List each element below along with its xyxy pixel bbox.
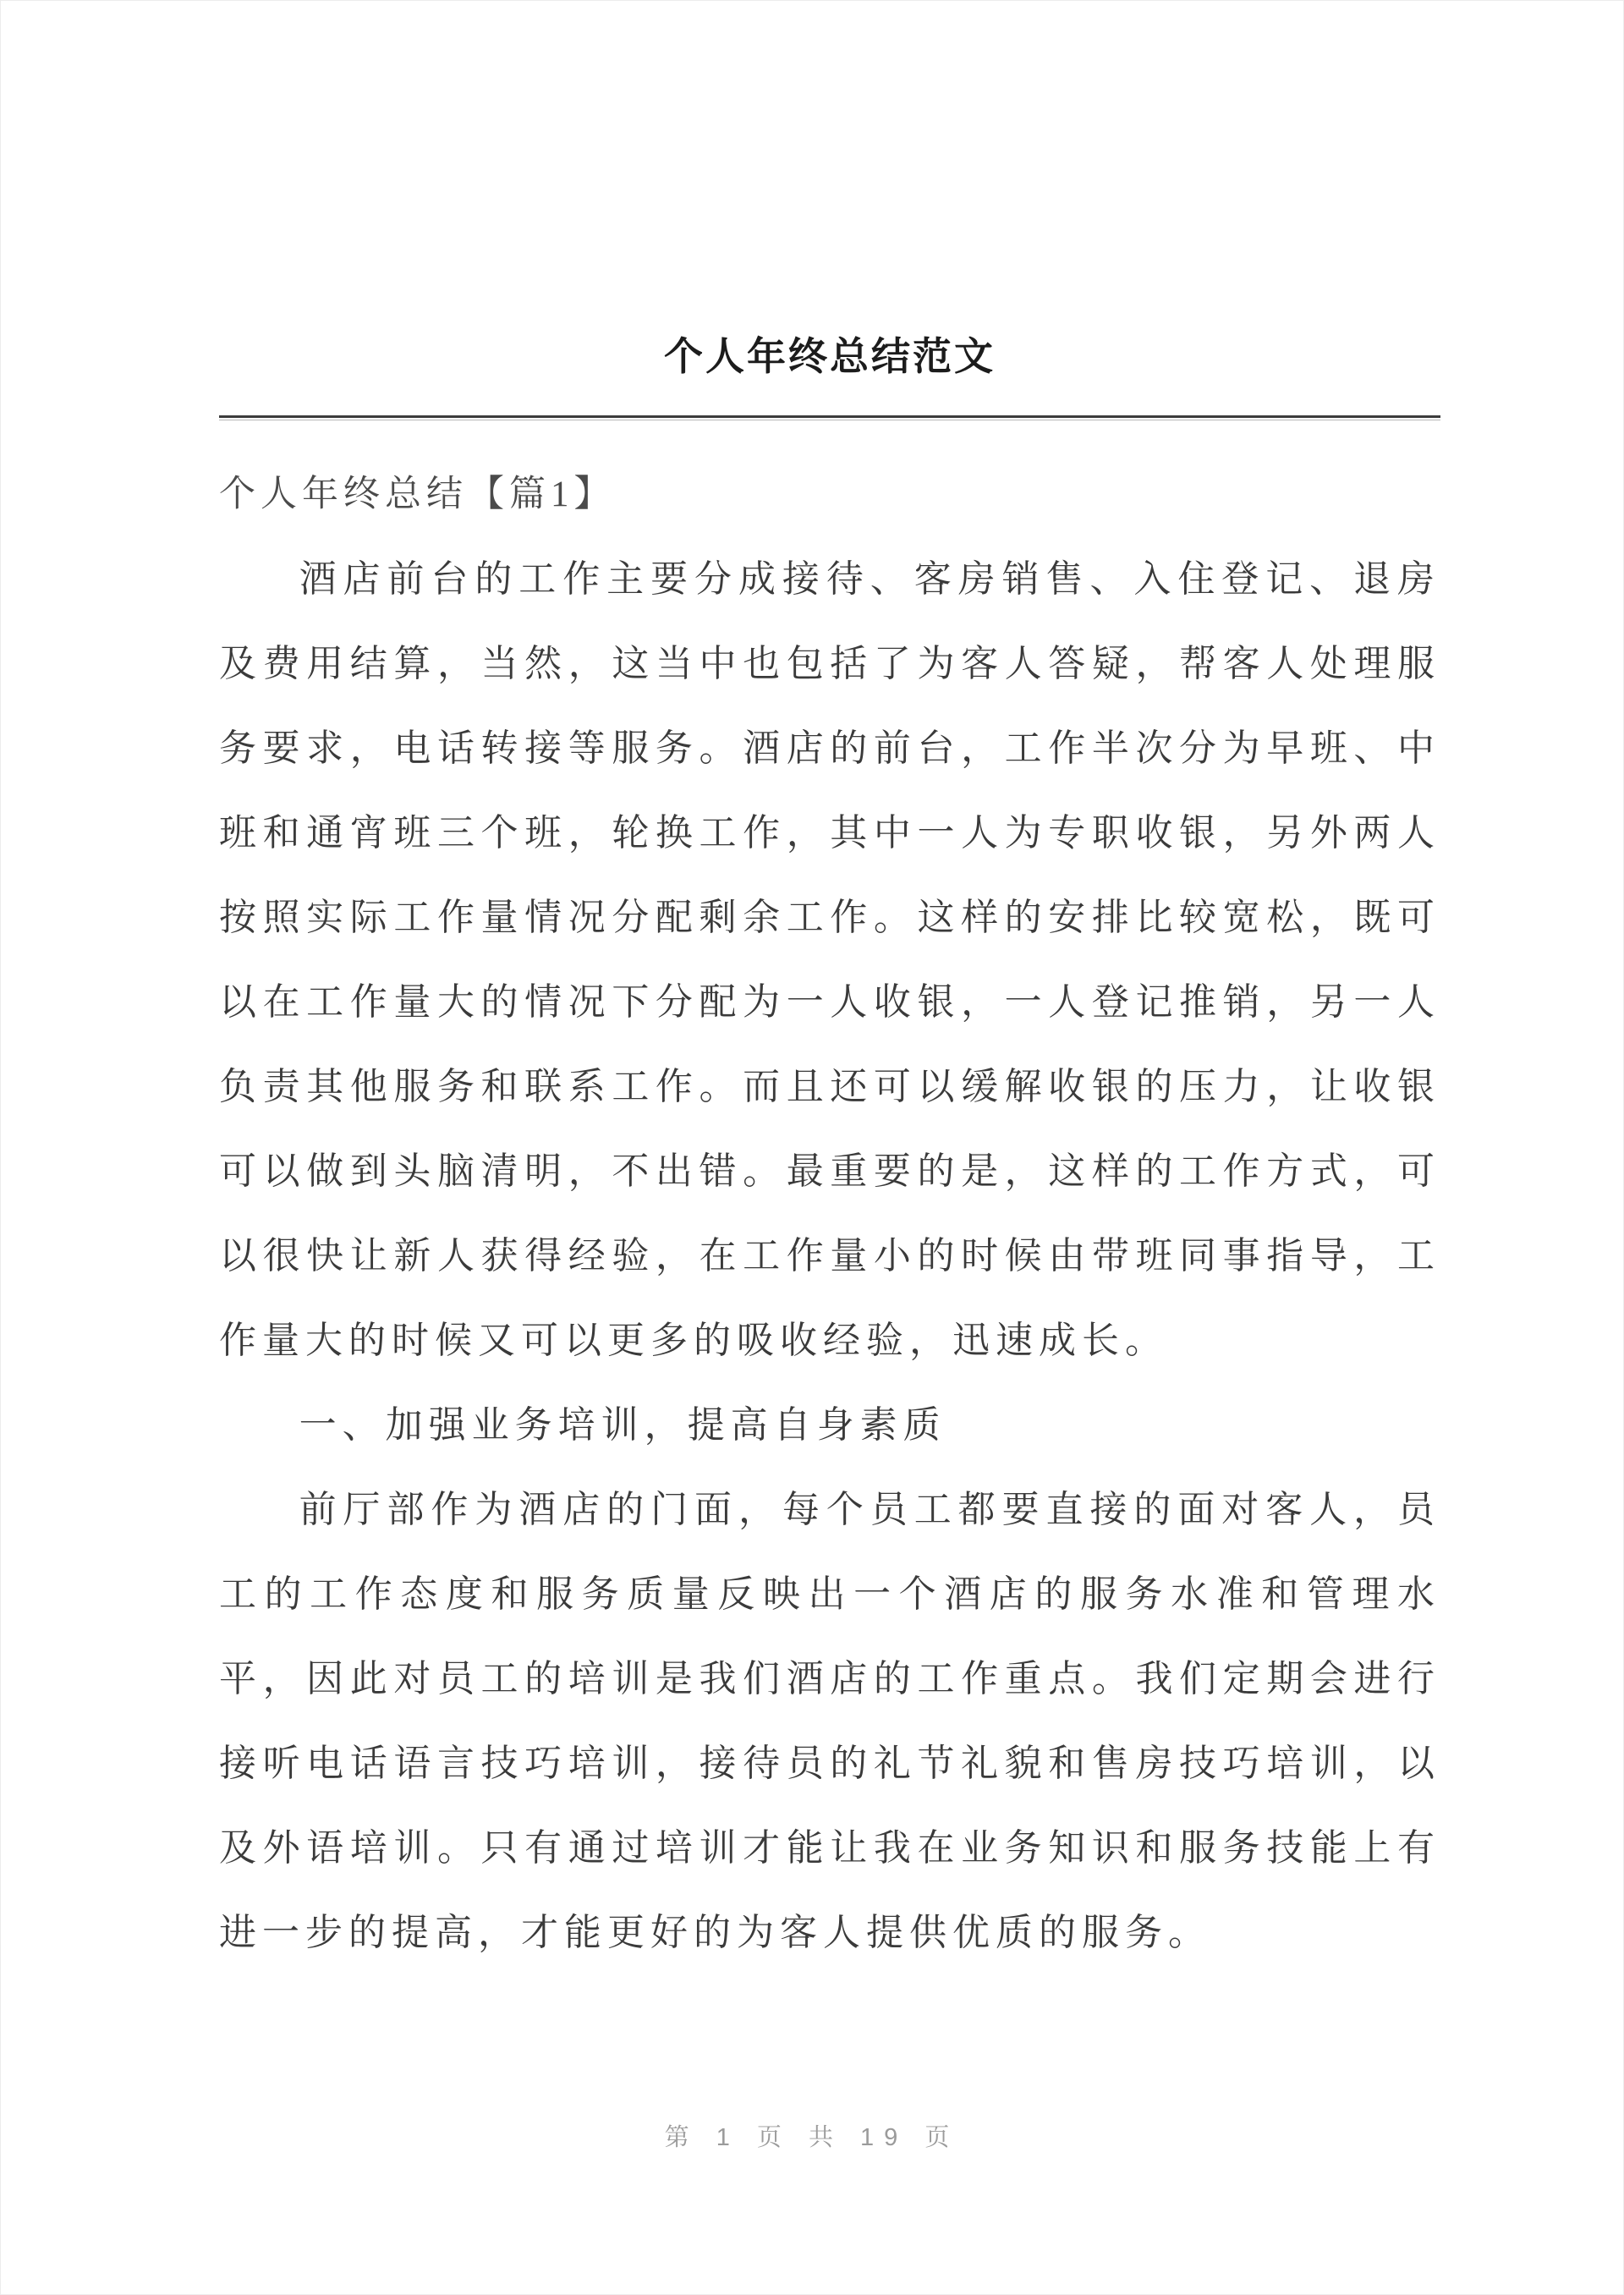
document-title: 个人年终总结范文 <box>664 335 996 378</box>
sub-heading-1: 一、加强业务培训，提高自身素质 <box>299 1404 946 1446</box>
paragraph-2: 前厅部作为酒店的门面，每个员工都要直接的面对客人，员工的工作态度和服务质量反映出一个酒店的服务水准和管理水平，因此对员工的培训是我们酒店的工作重点。我们定期会进行接听电话语言技巧培训，接待员的礼节礼貌和售房技巧培训，以及外语培训。只有通过培训才能让我在业务知识和服务技能上有进一步的提高，才能更好的为客人提供优质的服务。 <box>219 1489 1440 1953</box>
page-footer <box>1 2121 1623 2155</box>
paragraph-1: 酒店前台的工作主要分成接待、客房销售、入住登记、退房及费用结算，当然，这当中也包括了为客人答疑，帮客人处理服务要求，电话转接等服务。酒店的前台，工作半次分为早班、中班和通宵班三个班，轮换工作，其中一人为专职收银，另外两人按照实际工作量情况分配剩余工作。这样的安排比较宽松，既可以在工作量大的情况下分配为一人收银，一人登记推销，另一人负责其他服务和联系工作。而且还可以缓解收银的压力，让收银可以做到头脑清明，不出错。最重要的是，这样的工作方式，可以很快让新人获得经验，在工作量小的时候由带班同事指导，工作量大的时候又可以更多的吸收经验，迅速成长。 <box>219 558 1440 1361</box>
title-divider <box>219 415 1440 420</box>
page-number-text: 第 1 页 共 19 页 <box>664 2124 960 2151</box>
document-content <box>219 1 1440 1975</box>
section-heading: 个人年终总结【篇1】 <box>219 475 616 514</box>
